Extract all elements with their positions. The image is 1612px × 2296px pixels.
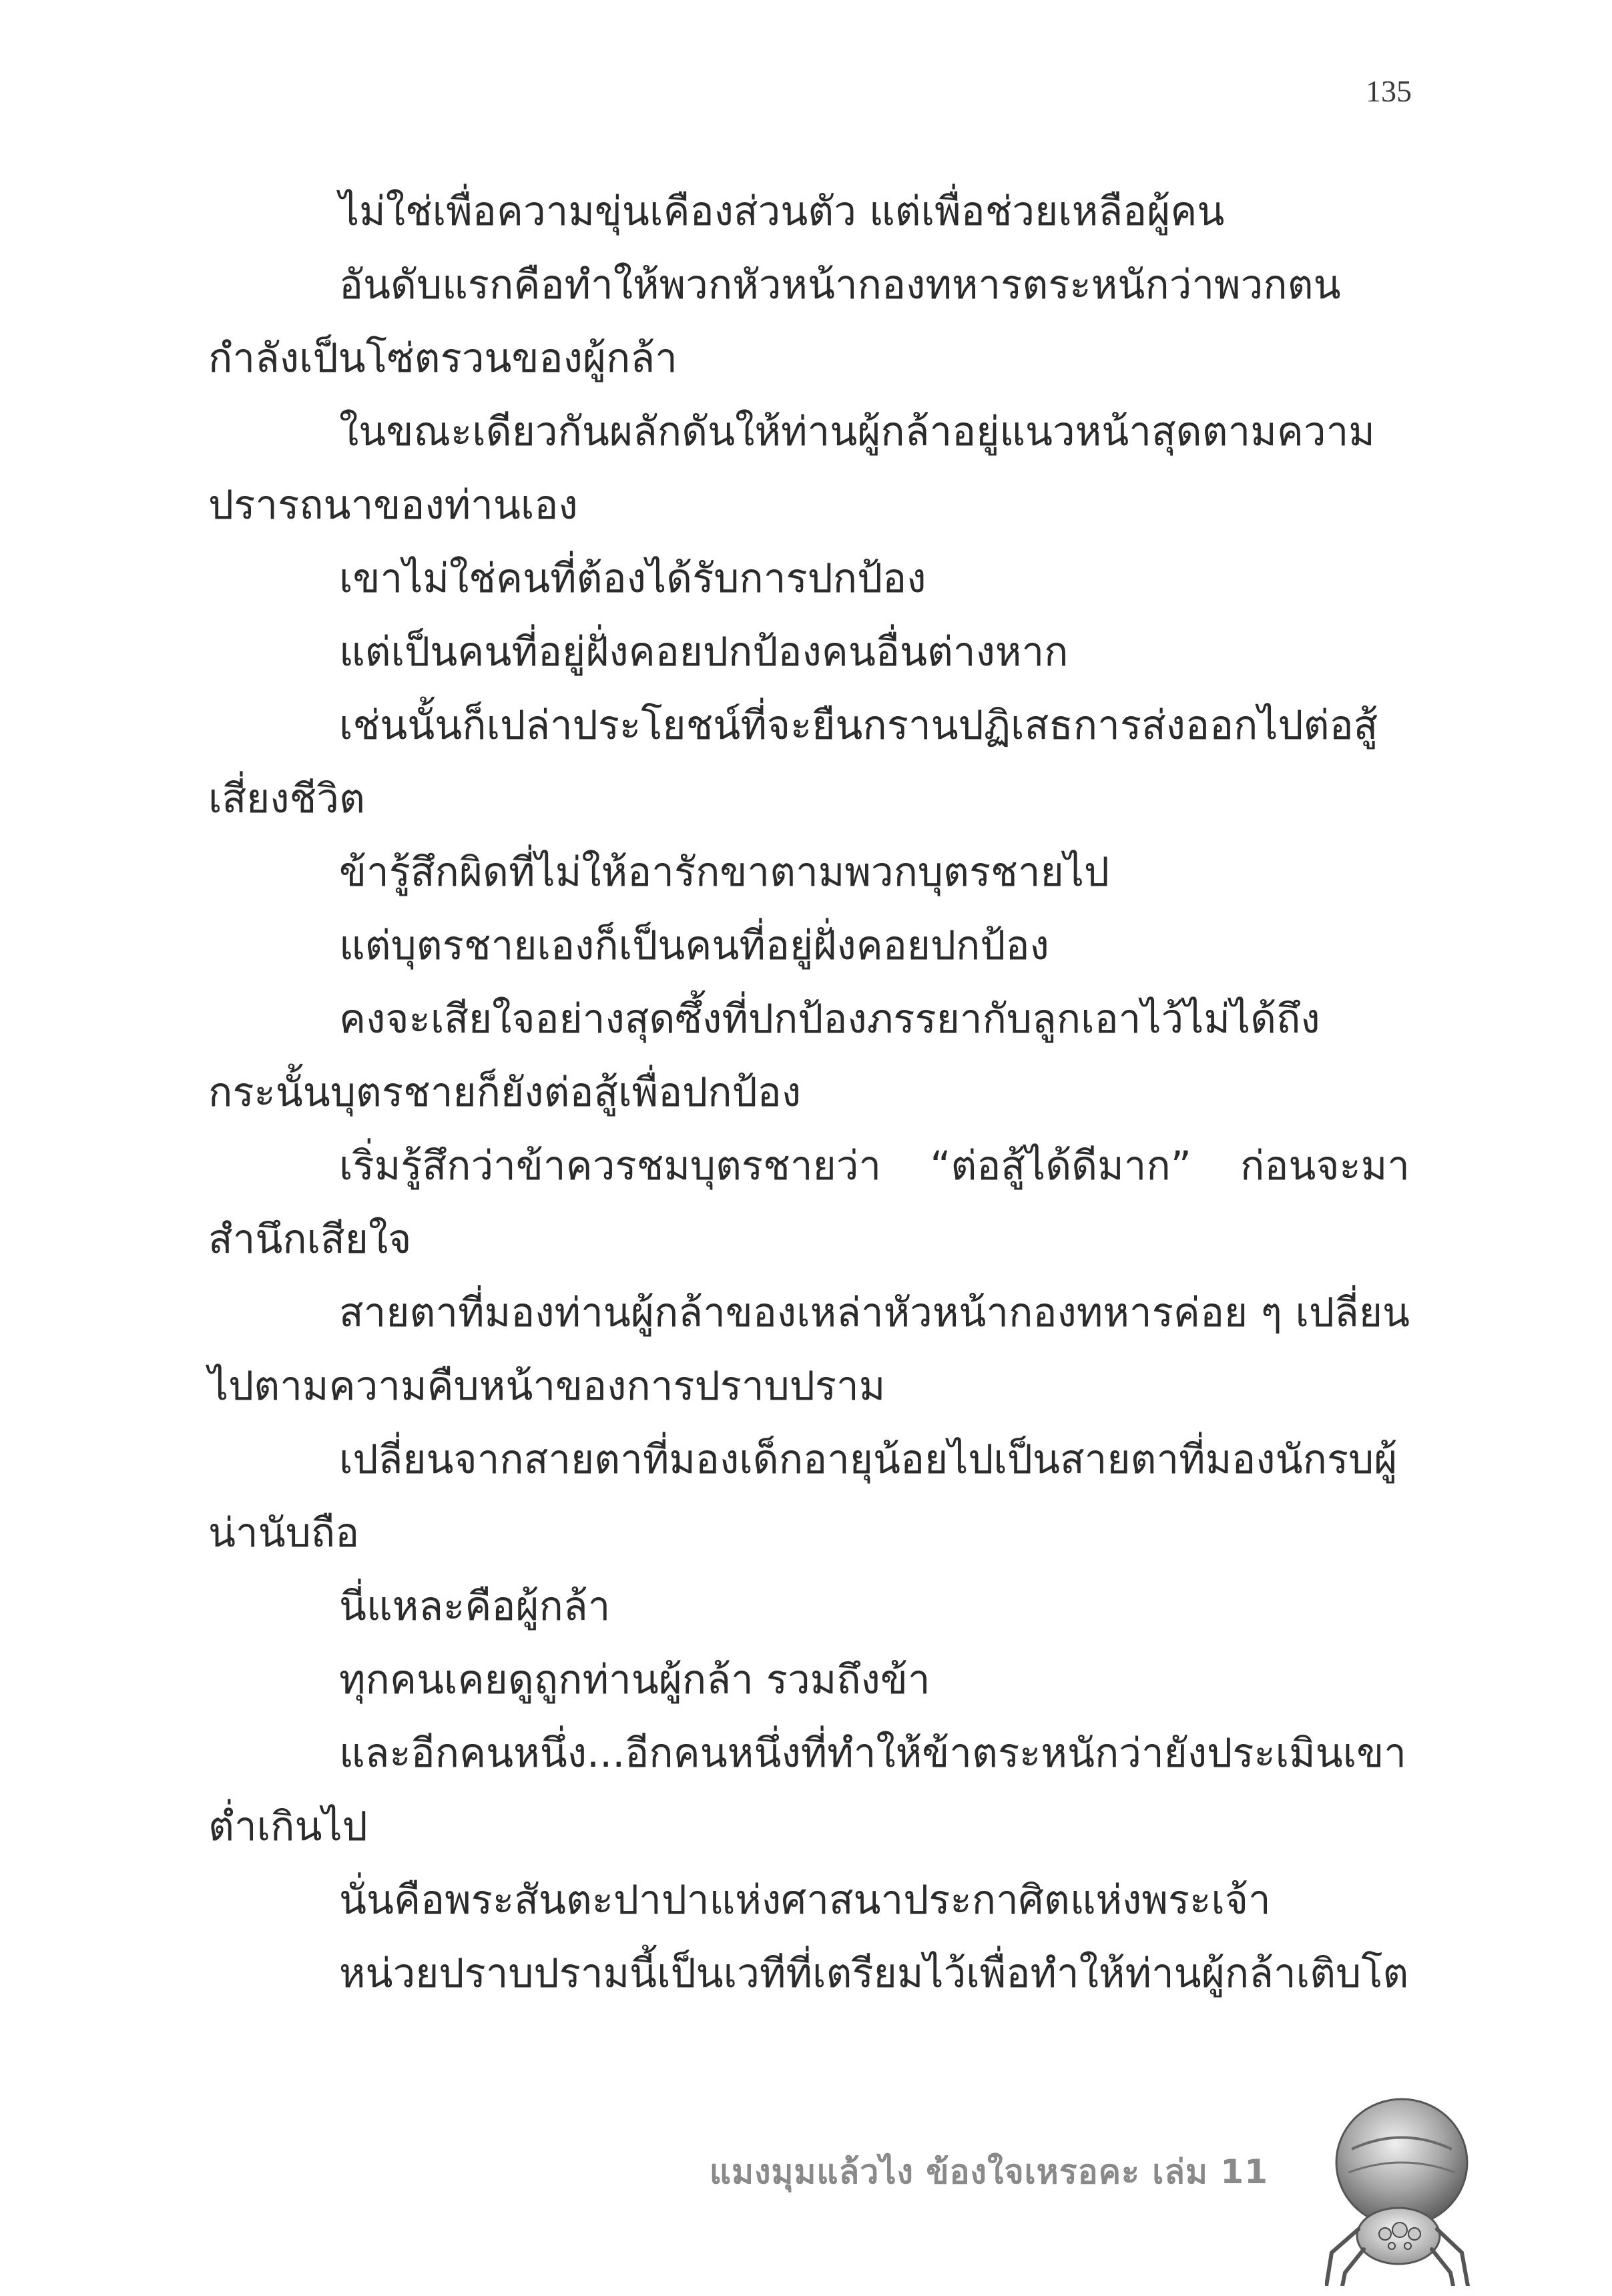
paragraph: สายตาที่มองท่านผู้กล้าของเหล่าหัวหน้ากองทหารค่อย ๆ เปลี่ยนไปตามความคืบหน้าของการปราบปราม: [208, 1289, 1410, 1410]
paragraph: คงจะเสียใจอย่างสุดซึ้งที่ปกป้องภรรยากับลูกเอาไว้ไม่ได้ถึงกระนั้นบุตรชายก็ยังต่อสู้เพื่อปกป้อง: [208, 996, 1320, 1116]
paragraph: เปลี่ยนจากสายตาที่มองเด็กอายุน้อยไปเป็นสายตาที่มองนักรบผู้น่านับถือ: [208, 1436, 1398, 1556]
paragraph: และอีกคนหนึ่ง...อีกคนหนึ่งที่ทำให้ข้าตระหนักว่ายังประเมินเขาต่ำเกินไป: [208, 1730, 1406, 1850]
footer-book-title: แมงมุมแล้วไง ข้องใจเหรอคะ เล่ม 11: [709, 2152, 1268, 2191]
spider-mascot-icon: [1325, 2086, 1472, 2286]
paragraph: นั่นคือพระสันตะปาปาแห่งศาสนาประกาศิตแห่งพระเจ้า: [339, 1877, 1271, 1924]
paragraph: หน่วยปราบปรามนี้เป็นเวทีที่เตรียมไว้เพื่อทำให้ท่านผู้กล้าเติบโต: [339, 1950, 1409, 1997]
paragraph: แต่บุตรชายเองก็เป็นคนที่อยู่ฝั่งคอยปกป้อง: [339, 922, 1049, 969]
paragraph: เช่นนั้นก็เปล่าประโยชน์ที่จะยืนกรานปฏิเสธการส่งออกไปต่อสู้เสี่ยงชีวิต: [208, 702, 1378, 822]
paragraph: แต่เป็นคนที่อยู่ฝั่งคอยปกป้องคนอื่นต่างหาก: [339, 629, 1069, 675]
paragraph: เขาไม่ใช่คนที่ต้องได้รับการปกป้อง: [339, 555, 926, 602]
body-text: [208, 175, 1410, 2010]
paragraph: ทุกคนเคยดูถูกท่านผู้กล้า รวมถึงข้า: [339, 1657, 930, 1703]
page-number: 135: [1366, 74, 1412, 108]
paragraph: ไม่ใช่เพื่อความขุ่นเคืองส่วนตัว แต่เพื่อช่วยเหลือผู้คน: [339, 188, 1225, 235]
paragraph: อันดับแรกคือทำให้พวกหัวหน้ากองทหารตระหนักว่าพวกตนกำลังเป็นโซ่ตรวนของผู้กล้า: [208, 262, 1341, 382]
paragraph: เริ่มรู้สึกว่าข้าควรชมบุตรชายว่า “ต่อสู้ได้ดีมาก” ก่อนจะมาสำนึกเสียใจ: [208, 1143, 1410, 1263]
paragraph: ข้ารู้สึกผิดที่ไม่ให้อารักขาตามพวกบุตรชายไป: [339, 849, 1110, 896]
paragraph: ในขณะเดียวกันผลักดันให้ท่านผู้กล้าอยู่แนวหน้าสุดตามความปรารถนาของท่านเอง: [208, 408, 1375, 529]
paragraph: นี่แหละคือผู้กล้า: [339, 1583, 611, 1630]
